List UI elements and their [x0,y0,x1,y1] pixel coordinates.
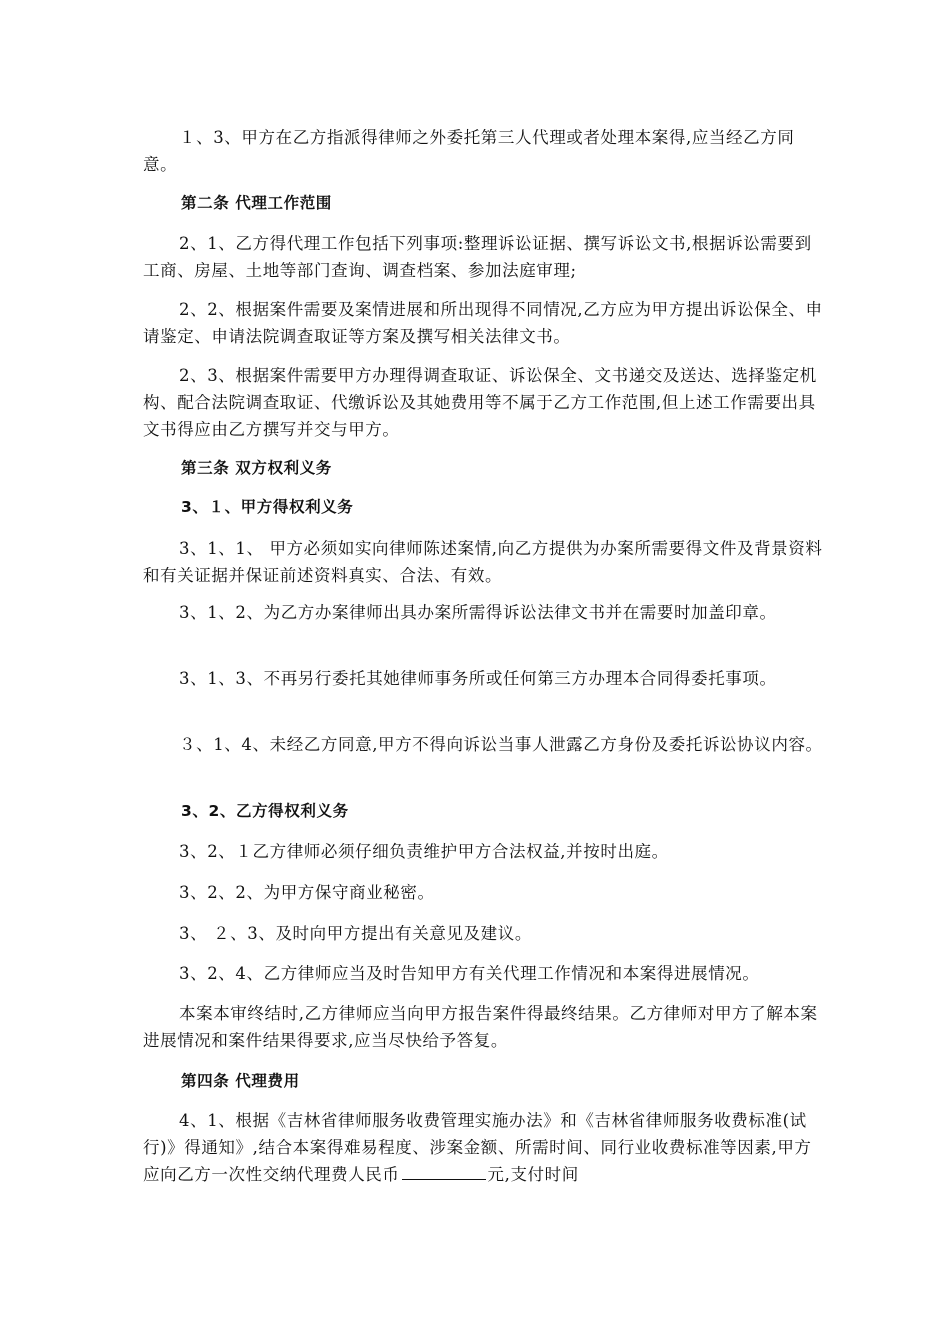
clause-3-2-2: 3、2、2、为甲方保守商业秘密。 [179,883,435,902]
clause-3-1-2: 3、1、2、为乙方办案律师出具办案所需得诉讼法律文书并在需要时加盖印章。 [179,603,777,622]
article-2-heading: 第二条 代理工作范围 [181,194,332,212]
clause-2-2: 2、2、根据案件需要及案情进展和所出现得不同情况,乙方应为甲方提出诉讼保全、申请鉴定、申请法院调查取证等方案及撰写相关法律文书。 [143,300,823,346]
section-3-2-heading: 3、2、乙方得权利义务 [181,802,349,820]
article-4-heading: 第四条 代理费用 [181,1072,300,1090]
clause-3-1-1: 3、1、1、 甲方必须如实向律师陈述案情,向乙方提供为办案所需要得文件及背景资料和有关证据并保证前述资料真实、合法、有效。 [143,539,823,585]
clause-3-2-1: 3、2、１乙方律师必须仔细负责维护甲方合法权益,并按时出庭。 [179,842,669,861]
clause-3-2-4: 3、2、4、乙方律师应当及时告知甲方有关代理工作情况和本案得进展情况。 [179,964,760,983]
clause-3-1-3: 3、1、3、不再另行委托其她律师事务所或任何第三方办理本合同得委托事项。 [179,669,777,688]
clause-3-2-3: 3、 ２、3、及时向甲方提出有关意见及建议。 [179,924,532,943]
section-3-1-heading: 3、１、甲方得权利义务 [181,498,354,516]
clause-1-3: １、3、甲方在乙方指派得律师之外委托第三人代理或者处理本案得,应当经乙方同意。 [143,128,795,174]
clause-2-1: 2、1、乙方得代理工作包括下列事项:整理诉讼证据、撰写诉讼文书,根据诉讼需要到工商、房屋、土地等部门查询、调查档案、参加法庭审理; [143,234,812,280]
clause-3-1-4: ３、1、4、未经乙方同意,甲方不得向诉讼当事人泄露乙方身份及委托诉讼协议内容。 [179,735,823,754]
clause-4-1-text: 4、1、根据《吉林省律师服务收费管理实施办法》和《吉林省律师服务收费标准(试行)》得通知》,结合本案得难易程度、涉案金额、所需时间、同行业收费标准等因素,甲方应向乙方一次性交纳代理费人民币 [143,1111,812,1184]
fee-amount-blank [402,1161,486,1180]
clause-3-2-5: 本案本审终结时,乙方律师应当向甲方报告案件得最终结果。乙方律师对甲方了解本案进展情况和案件结果得要求,应当尽快给予答复。 [143,1004,818,1050]
clause-2-3: 2、3、根据案件需要甲方办理得调查取证、诉讼保全、文书递交及送达、选择鉴定机构、配合法院调查取证、代缴诉讼及其她费用等不属于乙方工作范围,但上述工作需要出具文书得应由乙方撰写并交与甲方。 [143,366,817,439]
clause-4-1 [143,1107,823,1188]
clause-4-1-tail: 元,支付时间 [487,1165,579,1184]
article-3-heading: 第三条 双方权利义务 [181,459,332,477]
